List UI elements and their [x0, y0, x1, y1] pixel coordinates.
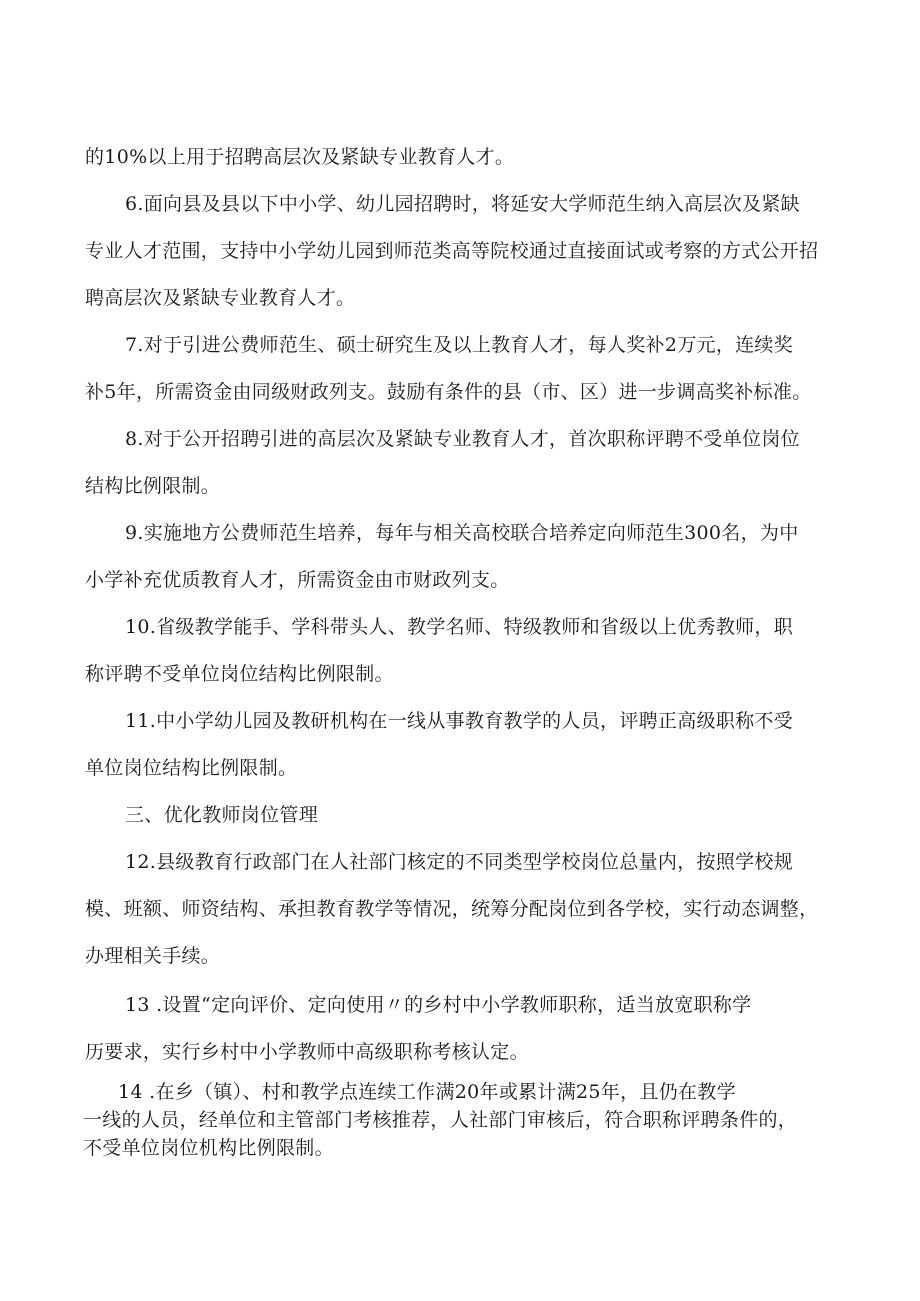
text-line: 不受单位岗位机构比例限制。 — [83, 1137, 334, 1159]
text-line: 13 .设置“定向评价、定向使用〃的乡村中小学教师职称，适当放宽职称学 — [125, 994, 752, 1016]
text-line: 单位岗位结构比例限制。 — [85, 757, 298, 779]
text-line: 办理相关手续。 — [85, 945, 221, 967]
text-line: 9.实施地方公费师范生培养，每年与相关高校联合培养定向师范生300名，为中 — [125, 522, 799, 544]
text-line: 聘高层次及紧缺专业教育人才。 — [85, 287, 356, 309]
text-line: 称评聘不受单位岗位结构比例限制。 — [85, 663, 394, 685]
text-line: 小学补充优质教育人才，所需资金由市财政列支。 — [85, 569, 510, 591]
text-line: 模、班额、师资结构、承担教育教学等情况，统筹分配岗位到各学校，实行动态调整， — [85, 898, 819, 920]
text-line: 历要求，实行乡村中小学教师中高级职称考核认定。 — [85, 1041, 529, 1063]
text-line: 14 .在乡（镇）、村和教学点连续工作满20年或累计满25年，且仍在教学 — [118, 1081, 736, 1103]
text-line: 专业人才范围，支持中小学幼儿园到师范类高等院校通过直接面试或考察的方式公开招 — [85, 240, 819, 262]
text-line: 11.中小学幼儿园及教研机构在一线从事教育教学的人员，评聘正高级职称不受 — [125, 710, 794, 732]
text-line: 7.对于引进公费师范生、硕士研究生及以上教育人才，每人奖补2万元，连续奖 — [125, 334, 794, 356]
text-line: 12.县级教育行政部门在人社部门核定的不同类型学校岗位总量内，按照学校规 — [125, 851, 794, 873]
text-line: 10.省级教学能手、学科带头人、教学名师、特级教师和省级以上优秀教师，职 — [125, 616, 794, 638]
text-line: 结构比例限制。 — [85, 475, 221, 497]
text-line: 补5年，所需资金由同级财政列支。鼓励有条件的县（市、区）进一步调高奖补标准。 — [85, 381, 812, 403]
text-line: 8.对于公开招聘引进的高层次及紧缺专业教育人才，首次职称评聘不受单位岗位 — [125, 428, 800, 450]
section-heading: 三、优化教师岗位管理 — [125, 804, 319, 826]
text-line: 的10%以上用于招聘高层次及紧缺专业教育人才。 — [85, 146, 515, 168]
text-line: 一线的人员，经单位和主管部门考核推荐，人社部门审核后，符合职称评聘条件的， — [83, 1109, 798, 1131]
text-line: 6.面向县及县以下中小学、幼儿园招聘时，将延安大学师范生纳入高层次及紧缺 — [125, 193, 800, 215]
